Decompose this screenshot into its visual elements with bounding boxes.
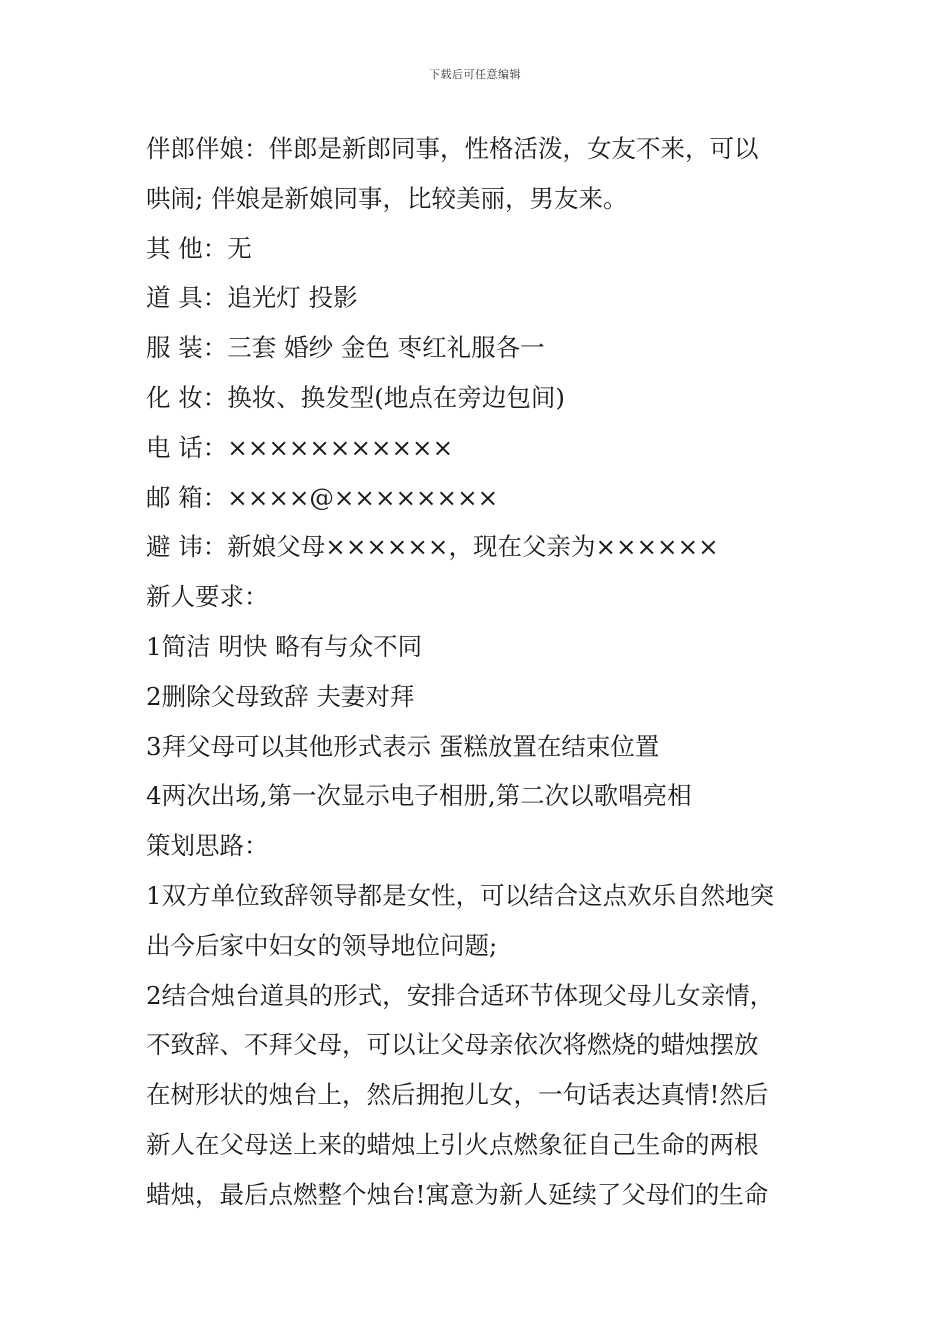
planning-item-2: 2结合烛台道具的形式，安排合适环节体现父母儿女亲情， — [146, 980, 775, 1010]
text-line-phone: 电 话：××××××××××× — [146, 432, 454, 462]
requirement-item-3: 3拜父母可以其他形式表示 蛋糕放置在结束位置 — [146, 731, 660, 761]
planning-item-2-cont-1: 不致辞、不拜父母，可以让父母亲依次将燃烧的蜡烛摆放 — [146, 1030, 759, 1060]
section-heading-requirements: 新人要求： — [146, 582, 269, 612]
section-heading-planning: 策划思路： — [146, 831, 269, 861]
text-line-taboo: 避 讳：新娘父母××××××，现在父亲为×××××× — [146, 532, 719, 562]
text-line-groomsman-bridesmaid: 伴郎伴娘：伴郎是新郎同事，性格活泼，女友不来，可以 — [146, 134, 759, 163]
planning-item-2-cont-4: 蜡烛，最后点燃整个烛台!寓意为新人延续了父母们的生命 — [146, 1179, 769, 1209]
page-header: 下载后可任意编辑 — [429, 68, 521, 81]
planning-item-2-cont-2: 在树形状的烛台上，然后拥抱儿女，一句话表达真情!然后 — [146, 1080, 769, 1110]
planning-item-2-cont-3: 新人在父母送上来的蜡烛上引火点燃象征自己生命的两根 — [146, 1129, 759, 1159]
text-line-props: 道 具：追光灯 投影 — [146, 283, 358, 313]
text-line-email: 邮 箱：××××@×××××××× — [146, 482, 499, 512]
text-line-other: 其 他：无 — [146, 233, 252, 263]
requirement-item-4: 4两次出场,第一次显示电子相册,第二次以歌唱亮相 — [146, 781, 692, 811]
document-body — [146, 124, 811, 1220]
planning-item-1-cont: 出今后家中妇女的领导地位问题; — [146, 930, 498, 960]
requirement-item-2: 2删除父母致辞 夫妻对拜 — [146, 681, 415, 711]
text-line-makeup: 化 妆：换妆、换发型(地点在旁边包间) — [146, 382, 565, 412]
requirement-item-1: 1简洁 明快 略有与众不同 — [146, 631, 423, 661]
text-line-costume: 服 装：三套 婚纱 金色 枣红礼服各一 — [146, 333, 545, 363]
planning-item-1: 1双方单位致辞领导都是女性，可以结合这点欢乐自然地突 — [146, 880, 775, 910]
text-line-groomsman-bridesmaid-cont: 哄闹; 伴娘是新娘同事，比较美丽，男友来。 — [146, 183, 628, 213]
